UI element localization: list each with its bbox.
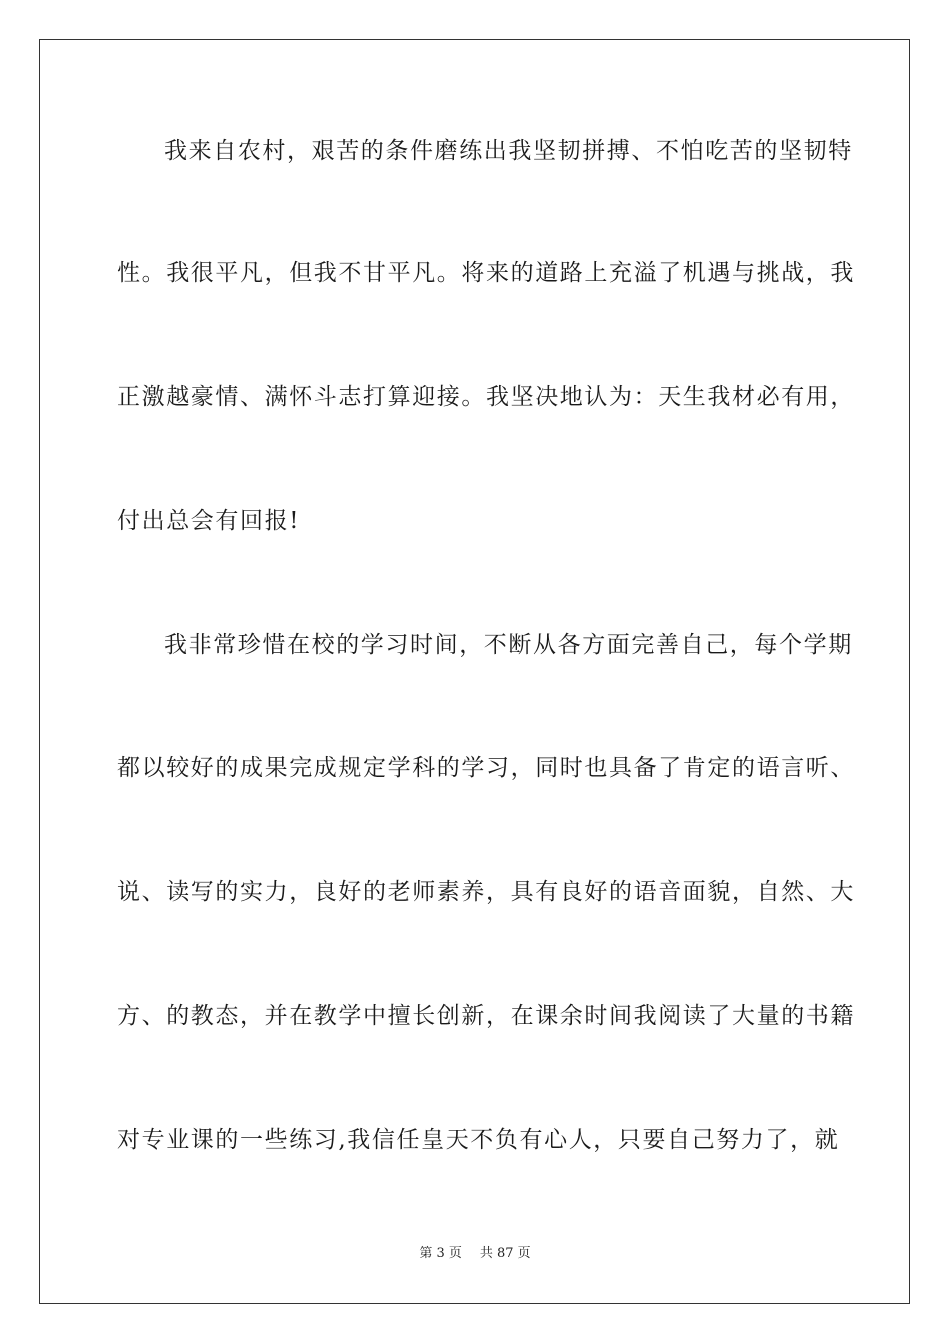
page-footer (0, 1245, 950, 1263)
page-border (39, 39, 910, 1304)
paragraph-1-line-1: 我来自农村，艰苦的条件磨练出我坚韧拼搏、不怕吃苦的坚韧特 (164, 138, 853, 164)
paragraph-2-line-1: 我非常珍惜在校的学习时间，不断从各方面完善自己，每个学期 (164, 632, 853, 658)
paragraph-2-line-4: 方、的教态，并在教学中擅长创新，在课余时间我阅读了大量的书籍 (117, 1003, 855, 1029)
paragraph-2-line-2: 都以较好的成果完成规定学科的学习，同时也具备了肯定的语言听、 (117, 755, 855, 781)
paragraph-2-line-3: 说、读写的实力，良好的老师素养，具有良好的语音面貌，自然、大 (117, 879, 855, 905)
paragraph-2-line-5: 对专业课的一些练习,我信任皇天不负有心人，只要自己努力了，就 (117, 1127, 840, 1153)
page-total: 共 87 页 (479, 1246, 531, 1261)
page-number: 第 3 页 (419, 1246, 462, 1261)
paragraph-1-line-3: 正激越豪情、满怀斗志打算迎接。我坚决地认为：天生我材必有用， (117, 384, 855, 410)
paragraph-1-line-2: 性。我很平凡，但我不甘平凡。将来的道路上充溢了机遇与挑战，我 (117, 260, 855, 286)
paragraph-1-line-4: 付出总会有回报! (117, 508, 301, 534)
